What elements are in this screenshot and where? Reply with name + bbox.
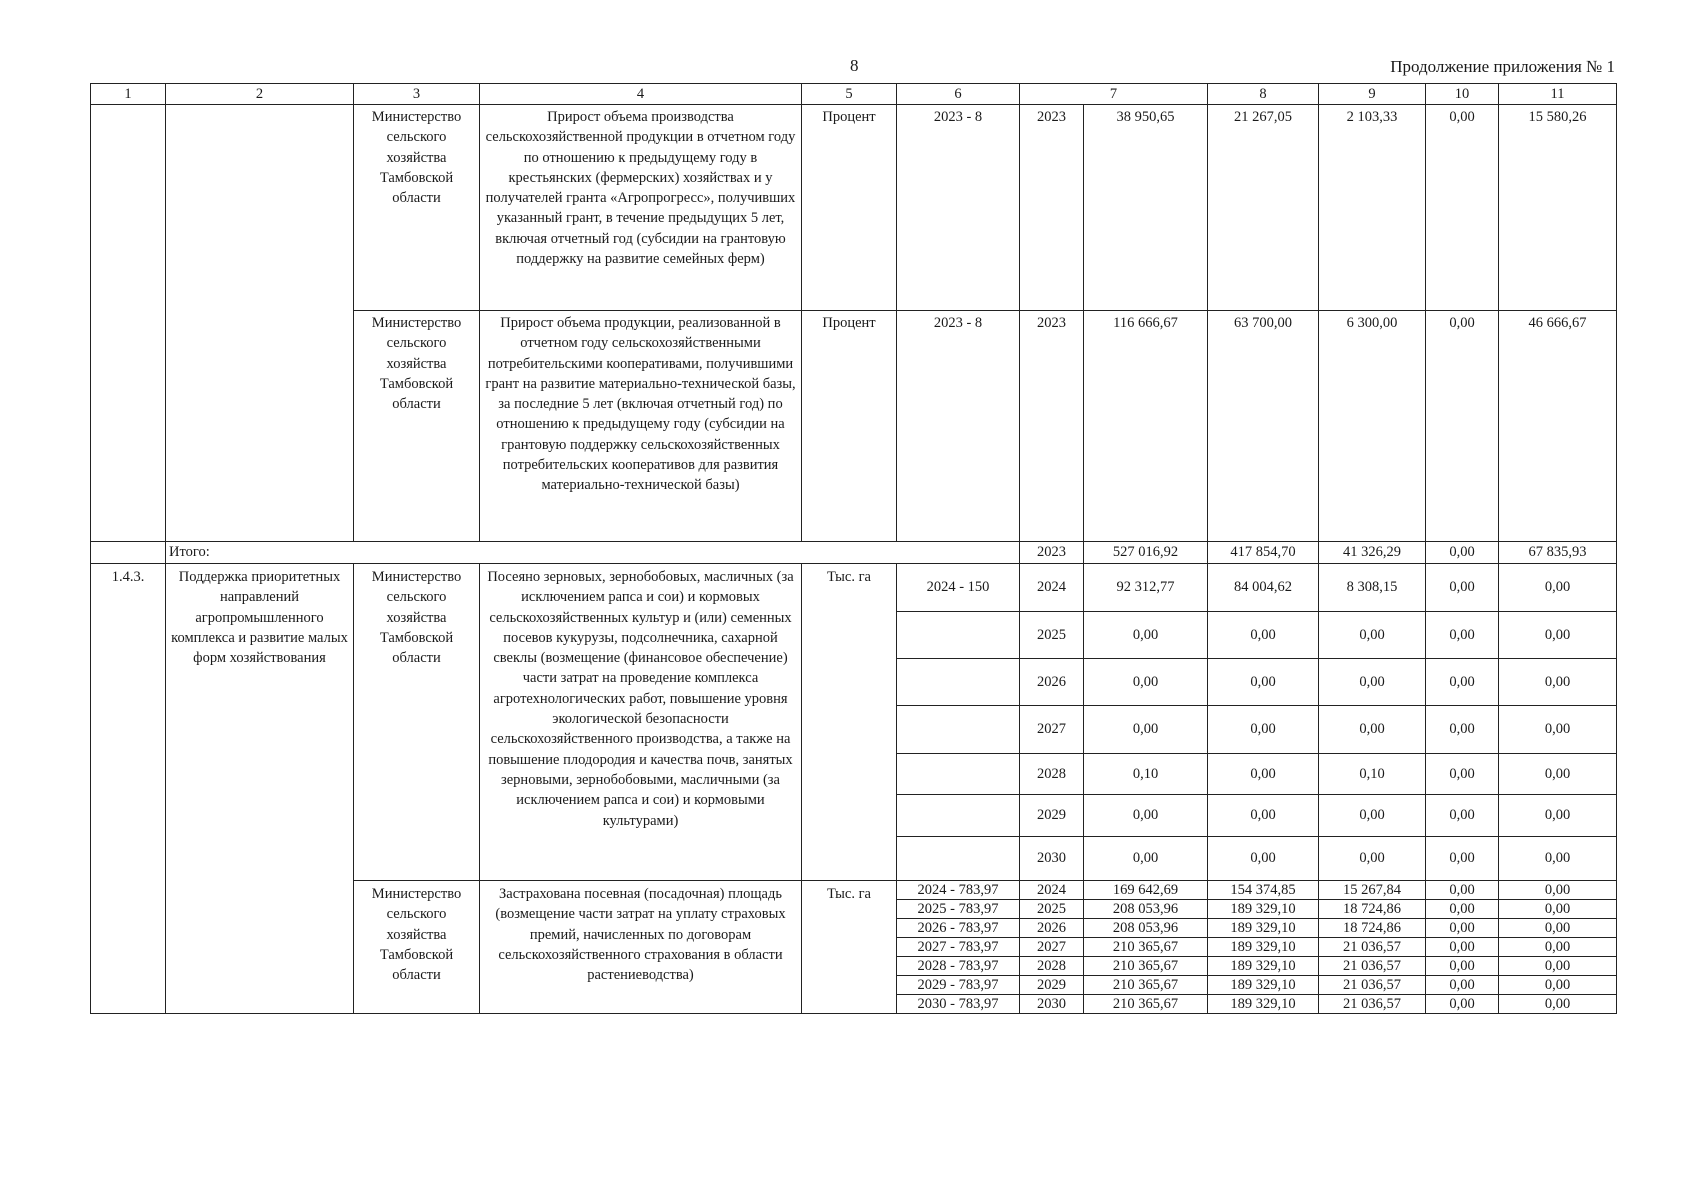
target-cell: 2026 - 783,97 (897, 919, 1020, 938)
measure-name-cell: Поддержка приоритетных направлений агропромышленного комплекса и развитие малых форм хозяйствования (166, 564, 354, 1014)
year-cell: 2028 (1020, 754, 1084, 795)
total-cell: 208 053,96 (1084, 919, 1208, 938)
federal-cell: 63 700,00 (1208, 311, 1319, 542)
regional-cell: 21 036,57 (1319, 995, 1426, 1014)
total-cell: 210 365,67 (1084, 976, 1208, 995)
local-cell: 0,00 (1426, 105, 1499, 311)
regional-cell: 18 724,86 (1319, 900, 1426, 919)
subtotal-row (91, 542, 1617, 564)
empty-cell (91, 105, 166, 542)
year-cell: 2029 (1020, 795, 1084, 837)
ministry-cell: Министерство сельского хозяйства Тамбовской области (354, 105, 480, 311)
local-cell: 0,00 (1426, 795, 1499, 837)
other-cell: 0,00 (1499, 957, 1617, 976)
federal-cell: 0,00 (1208, 837, 1319, 881)
year-cell: 2023 (1020, 542, 1084, 564)
other-cell: 46 666,67 (1499, 311, 1617, 542)
column-number: 1 (91, 84, 166, 105)
regional-cell: 2 103,33 (1319, 105, 1426, 311)
target-cell: 2024 - 783,97 (897, 881, 1020, 900)
total-cell: 0,00 (1084, 706, 1208, 754)
target-cell: 2023 - 8 (897, 311, 1020, 542)
target-cell (897, 754, 1020, 795)
column-number: 3 (354, 84, 480, 105)
regional-cell: 21 036,57 (1319, 976, 1426, 995)
local-cell: 0,00 (1426, 837, 1499, 881)
regional-cell: 15 267,84 (1319, 881, 1426, 900)
local-cell: 0,00 (1426, 995, 1499, 1014)
row-number-cell: 1.4.3. (91, 564, 166, 1014)
unit-cell: Процент (802, 311, 897, 542)
regional-cell: 21 036,57 (1319, 957, 1426, 976)
total-cell: 0,10 (1084, 754, 1208, 795)
regional-cell: 21 036,57 (1319, 938, 1426, 957)
federal-cell: 0,00 (1208, 706, 1319, 754)
total-cell: 0,00 (1084, 837, 1208, 881)
total-cell: 92 312,77 (1084, 564, 1208, 612)
table-row (91, 105, 1617, 311)
year-cell: 2024 (1020, 564, 1084, 612)
other-cell: 15 580,26 (1499, 105, 1617, 311)
regional-cell: 8 308,15 (1319, 564, 1426, 612)
regional-cell: 0,10 (1319, 754, 1426, 795)
other-cell: 0,00 (1499, 754, 1617, 795)
year-cell: 2026 (1020, 659, 1084, 706)
local-cell: 0,00 (1426, 919, 1499, 938)
year-cell: 2029 (1020, 976, 1084, 995)
year-cell: 2025 (1020, 900, 1084, 919)
total-cell: 210 365,67 (1084, 938, 1208, 957)
unit-cell: Тыс. га (802, 881, 897, 1014)
other-cell: 0,00 (1499, 706, 1617, 754)
federal-cell: 189 329,10 (1208, 900, 1319, 919)
other-cell: 0,00 (1499, 938, 1617, 957)
empty-cell (166, 105, 354, 542)
appendix-continuation-note: Продолжение приложения № 1 (1390, 57, 1615, 76)
federal-cell: 189 329,10 (1208, 938, 1319, 957)
year-cell: 2027 (1020, 706, 1084, 754)
target-cell (897, 795, 1020, 837)
target-cell (897, 612, 1020, 659)
target-cell (897, 706, 1020, 754)
indicator-cell: Посеяно зерновых, зернобобовых, масличных (за исключением рапса и сои) и кормовых сельскохозяйственных культур и (или) семенных посевов кукурузы, подсолнечника, сахарной свеклы (возмещение (финансовое обеспечение) части затрат на проведение комплекса агротехнологических работ, повышение уровня экологической безопасности сельскохозяйственного производства, а также на повышение плодородия и качества почв, занятых зерновыми, зернобобовыми, масличными (за исключением рапса и сои) и кормовыми культурами) (480, 564, 802, 881)
regional-cell: 6 300,00 (1319, 311, 1426, 542)
total-cell: 0,00 (1084, 659, 1208, 706)
federal-cell: 417 854,70 (1208, 542, 1319, 564)
regional-cell: 0,00 (1319, 659, 1426, 706)
local-cell: 0,00 (1426, 900, 1499, 919)
indicator-cell: Застрахована посевная (посадочная) площадь (возмещение части затрат на уплату страховых премий, начисленных по договорам сельскохозяйственного страхования в области растениеводства) (480, 881, 802, 1014)
target-cell (897, 837, 1020, 881)
other-cell: 0,00 (1499, 659, 1617, 706)
federal-cell: 154 374,85 (1208, 881, 1319, 900)
column-number: 9 (1319, 84, 1426, 105)
other-cell: 0,00 (1499, 564, 1617, 612)
total-cell: 210 365,67 (1084, 957, 1208, 976)
target-cell: 2030 - 783,97 (897, 995, 1020, 1014)
year-cell: 2025 (1020, 612, 1084, 659)
federal-cell: 189 329,10 (1208, 919, 1319, 938)
regional-cell: 0,00 (1319, 837, 1426, 881)
target-cell: 2023 - 8 (897, 105, 1020, 311)
year-cell: 2027 (1020, 938, 1084, 957)
regional-cell: 0,00 (1319, 706, 1426, 754)
unit-cell: Тыс. га (802, 564, 897, 881)
local-cell: 0,00 (1426, 706, 1499, 754)
column-number: 6 (897, 84, 1020, 105)
unit-cell: Процент (802, 105, 897, 311)
federal-cell: 189 329,10 (1208, 976, 1319, 995)
total-cell: 38 950,65 (1084, 105, 1208, 311)
table-row (91, 564, 1617, 612)
year-cell: 2024 (1020, 881, 1084, 900)
target-cell: 2025 - 783,97 (897, 900, 1020, 919)
page-number: 8 (850, 56, 859, 75)
column-number: 7 (1020, 84, 1208, 105)
other-cell: 0,00 (1499, 881, 1617, 900)
year-cell: 2026 (1020, 919, 1084, 938)
target-cell: 2027 - 783,97 (897, 938, 1020, 957)
subtotal-label: Итого: (166, 542, 1020, 564)
local-cell: 0,00 (1426, 881, 1499, 900)
total-cell: 169 642,69 (1084, 881, 1208, 900)
other-cell: 0,00 (1499, 612, 1617, 659)
local-cell: 0,00 (1426, 957, 1499, 976)
empty-cell (91, 542, 166, 564)
total-cell: 527 016,92 (1084, 542, 1208, 564)
total-cell: 0,00 (1084, 795, 1208, 837)
local-cell: 0,00 (1426, 612, 1499, 659)
year-cell: 2028 (1020, 957, 1084, 976)
local-cell: 0,00 (1426, 311, 1499, 542)
target-cell (897, 659, 1020, 706)
column-number: 10 (1426, 84, 1499, 105)
federal-cell: 189 329,10 (1208, 957, 1319, 976)
federal-cell: 0,00 (1208, 659, 1319, 706)
regional-cell: 41 326,29 (1319, 542, 1426, 564)
target-cell: 2029 - 783,97 (897, 976, 1020, 995)
column-number: 8 (1208, 84, 1319, 105)
column-number: 2 (166, 84, 354, 105)
ministry-cell: Министерство сельского хозяйства Тамбовской области (354, 881, 480, 1014)
regional-cell: 18 724,86 (1319, 919, 1426, 938)
column-number: 11 (1499, 84, 1617, 105)
other-cell: 0,00 (1499, 995, 1617, 1014)
indicator-cell: Прирост объема продукции, реализованной в отчетном году сельскохозяйственными потребительскими кооперативами, получившими грант на развитие материально-технической базы, за последние 5 лет (включая отчетный год) по отношению к предыдущему году (субсидии на грантовую поддержку сельскохозяйственных потребительских кооперативов для развития материально-технической базы) (480, 311, 802, 542)
local-cell: 0,00 (1426, 564, 1499, 612)
column-number: 5 (802, 84, 897, 105)
total-cell: 208 053,96 (1084, 900, 1208, 919)
total-cell: 210 365,67 (1084, 995, 1208, 1014)
federal-cell: 189 329,10 (1208, 995, 1319, 1014)
federal-cell: 0,00 (1208, 795, 1319, 837)
appendix-table (90, 83, 1617, 1014)
other-cell: 0,00 (1499, 976, 1617, 995)
local-cell: 0,00 (1426, 659, 1499, 706)
other-cell: 67 835,93 (1499, 542, 1617, 564)
local-cell: 0,00 (1426, 976, 1499, 995)
target-cell: 2024 - 150 (897, 564, 1020, 612)
other-cell: 0,00 (1499, 837, 1617, 881)
regional-cell: 0,00 (1319, 612, 1426, 659)
year-cell: 2030 (1020, 995, 1084, 1014)
ministry-cell: Министерство сельского хозяйства Тамбовской области (354, 564, 480, 881)
indicator-cell: Прирост объема производства сельскохозяйственной продукции в отчетном году по отношению к предыдущему году в крестьянских (фермерских) хозяйствах и у получателей гранта «Агропрогресс», получивших указанный грант, в течение предыдущих 5 лет, включая отчетный год (субсидии на грантовую поддержку на развитие семейных ферм) (480, 105, 802, 311)
total-cell: 0,00 (1084, 612, 1208, 659)
other-cell: 0,00 (1499, 795, 1617, 837)
local-cell: 0,00 (1426, 542, 1499, 564)
federal-cell: 0,00 (1208, 754, 1319, 795)
federal-cell: 21 267,05 (1208, 105, 1319, 311)
other-cell: 0,00 (1499, 900, 1617, 919)
local-cell: 0,00 (1426, 938, 1499, 957)
target-cell: 2028 - 783,97 (897, 957, 1020, 976)
year-cell: 2023 (1020, 105, 1084, 311)
ministry-cell: Министерство сельского хозяйства Тамбовской области (354, 311, 480, 542)
year-cell: 2023 (1020, 311, 1084, 542)
local-cell: 0,00 (1426, 754, 1499, 795)
column-number: 4 (480, 84, 802, 105)
federal-cell: 84 004,62 (1208, 564, 1319, 612)
year-cell: 2030 (1020, 837, 1084, 881)
regional-cell: 0,00 (1319, 795, 1426, 837)
federal-cell: 0,00 (1208, 612, 1319, 659)
other-cell: 0,00 (1499, 919, 1617, 938)
column-number-row (91, 84, 1617, 105)
total-cell: 116 666,67 (1084, 311, 1208, 542)
